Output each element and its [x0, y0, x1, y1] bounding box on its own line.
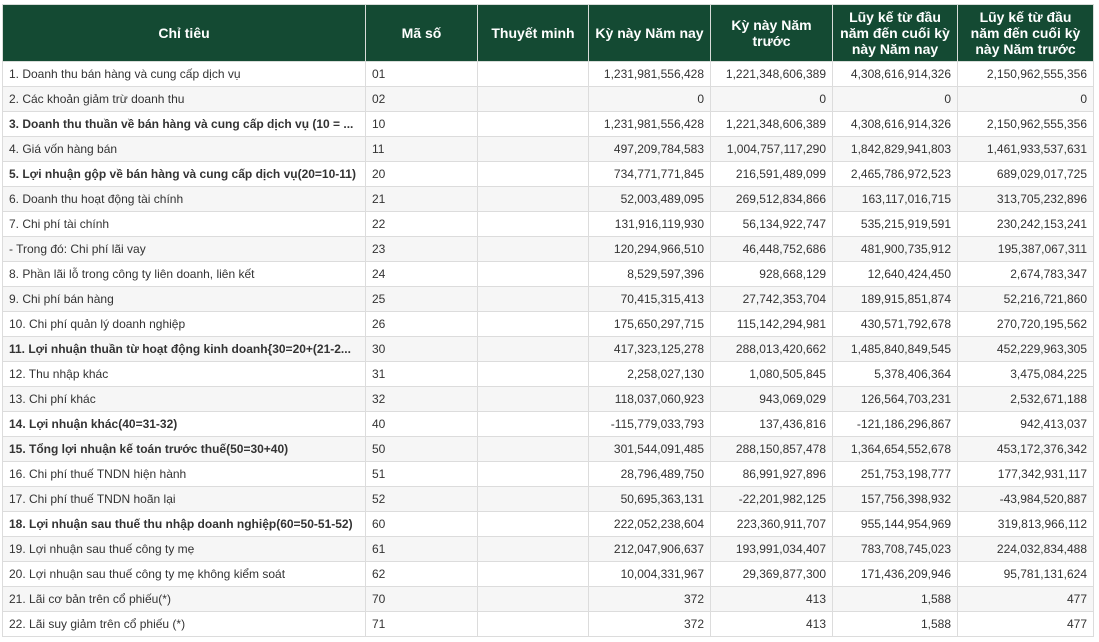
cell-indicator: 7. Chi phí tài chính: [3, 212, 366, 237]
cell-previous-period: 269,512,834,866: [711, 187, 833, 212]
cell-indicator: 9. Chi phí bán hàng: [3, 287, 366, 312]
cell-ytd-previous: 2,674,783,347: [958, 262, 1094, 287]
cell-ytd-previous: 52,216,721,860: [958, 287, 1094, 312]
cell-ytd-previous: 689,029,017,725: [958, 162, 1094, 187]
cell-previous-period: 943,069,029: [711, 387, 833, 412]
cell-code: 26: [366, 312, 478, 337]
cell-code: 50: [366, 437, 478, 462]
cell-ytd-current: 481,900,735,912: [833, 237, 958, 262]
cell-ytd-current: 4,308,616,914,326: [833, 112, 958, 137]
cell-ytd-previous: 942,413,037: [958, 412, 1094, 437]
table-row: [3, 262, 1094, 287]
cell-ytd-previous: 177,342,931,117: [958, 462, 1094, 487]
cell-note: [478, 562, 589, 587]
header-current-period: Kỳ này Năm nay: [589, 5, 711, 62]
cell-ytd-current: 1,842,829,941,803: [833, 137, 958, 162]
cell-ytd-previous: 477: [958, 612, 1094, 637]
cell-ytd-current: 163,117,016,715: [833, 187, 958, 212]
cell-code: 71: [366, 612, 478, 637]
cell-ytd-current: 1,485,840,849,545: [833, 337, 958, 362]
cell-note: [478, 112, 589, 137]
cell-note: [478, 262, 589, 287]
table-row: [3, 62, 1094, 87]
financial-table-container: [2, 4, 1093, 637]
cell-note: [478, 212, 589, 237]
cell-indicator: 13. Chi phí khác: [3, 387, 366, 412]
cell-code: 24: [366, 262, 478, 287]
table-body: [3, 62, 1094, 637]
cell-ytd-previous: 3,475,084,225: [958, 362, 1094, 387]
table-row: [3, 137, 1094, 162]
cell-note: [478, 237, 589, 262]
cell-current-period: 131,916,119,930: [589, 212, 711, 237]
cell-note: [478, 612, 589, 637]
table-row: [3, 87, 1094, 112]
cell-code: 01: [366, 62, 478, 87]
cell-ytd-current: 4,308,616,914,326: [833, 62, 958, 87]
cell-code: 70: [366, 587, 478, 612]
cell-ytd-previous: -43,984,520,887: [958, 487, 1094, 512]
cell-note: [478, 437, 589, 462]
cell-code: 51: [366, 462, 478, 487]
table-row: [3, 462, 1094, 487]
table-row: [3, 487, 1094, 512]
cell-current-period: -115,779,033,793: [589, 412, 711, 437]
cell-code: 60: [366, 512, 478, 537]
cell-indicator: 1. Doanh thu bán hàng và cung cấp dịch vụ: [3, 62, 366, 87]
cell-current-period: 372: [589, 612, 711, 637]
cell-code: 40: [366, 412, 478, 437]
cell-current-period: 1,231,981,556,428: [589, 62, 711, 87]
cell-ytd-previous: 313,705,232,896: [958, 187, 1094, 212]
cell-ytd-previous: 224,032,834,488: [958, 537, 1094, 562]
cell-current-period: 28,796,489,750: [589, 462, 711, 487]
cell-ytd-current: 1,588: [833, 587, 958, 612]
cell-current-period: 50,695,363,131: [589, 487, 711, 512]
cell-code: 02: [366, 87, 478, 112]
cell-ytd-current: 955,144,954,969: [833, 512, 958, 537]
cell-code: 21: [366, 187, 478, 212]
cell-previous-period: 86,991,927,896: [711, 462, 833, 487]
table-row: [3, 287, 1094, 312]
cell-current-period: 212,047,906,637: [589, 537, 711, 562]
cell-note: [478, 62, 589, 87]
cell-indicator: 10. Chi phí quản lý doanh nghiệp: [3, 312, 366, 337]
cell-ytd-current: 189,915,851,874: [833, 287, 958, 312]
cell-current-period: 1,231,981,556,428: [589, 112, 711, 137]
cell-note: [478, 362, 589, 387]
cell-current-period: 372: [589, 587, 711, 612]
cell-indicator: 18. Lợi nhuận sau thuế thu nhập doanh nghiệp(60=50-51-52): [3, 512, 366, 537]
cell-indicator: 17. Chi phí thuế TNDN hoãn lại: [3, 487, 366, 512]
cell-code: 30: [366, 337, 478, 362]
cell-ytd-current: 0: [833, 87, 958, 112]
cell-indicator: 6. Doanh thu hoạt động tài chính: [3, 187, 366, 212]
table-row: [3, 612, 1094, 637]
cell-ytd-current: 1,364,654,552,678: [833, 437, 958, 462]
cell-ytd-previous: 230,242,153,241: [958, 212, 1094, 237]
cell-indicator: 19. Lợi nhuận sau thuế công ty mẹ: [3, 537, 366, 562]
cell-previous-period: 0: [711, 87, 833, 112]
cell-current-period: 120,294,966,510: [589, 237, 711, 262]
cell-previous-period: 1,004,757,117,290: [711, 137, 833, 162]
cell-note: [478, 87, 589, 112]
cell-note: [478, 537, 589, 562]
cell-indicator: 15. Tổng lợi nhuận kế toán trước thuế(50=30+40): [3, 437, 366, 462]
cell-note: [478, 137, 589, 162]
cell-ytd-current: 430,571,792,678: [833, 312, 958, 337]
cell-previous-period: 193,991,034,407: [711, 537, 833, 562]
cell-ytd-current: 157,756,398,932: [833, 487, 958, 512]
header-ytd-current: Lũy kế từ đầu năm đến cuối kỳ này Năm nay: [833, 5, 958, 62]
cell-previous-period: 1,221,348,606,389: [711, 62, 833, 87]
cell-code: 25: [366, 287, 478, 312]
cell-note: [478, 187, 589, 212]
cell-ytd-previous: 2,150,962,555,356: [958, 62, 1094, 87]
table-row: [3, 312, 1094, 337]
table-row: [3, 562, 1094, 587]
header-indicator: Chỉ tiêu: [3, 5, 366, 62]
cell-previous-period: 137,436,816: [711, 412, 833, 437]
cell-note: [478, 412, 589, 437]
table-row: [3, 512, 1094, 537]
cell-ytd-current: 171,436,209,946: [833, 562, 958, 587]
cell-code: 20: [366, 162, 478, 187]
table-row: [3, 587, 1094, 612]
cell-ytd-current: 126,564,703,231: [833, 387, 958, 412]
cell-ytd-current: -121,186,296,867: [833, 412, 958, 437]
cell-ytd-current: 2,465,786,972,523: [833, 162, 958, 187]
cell-indicator: 22. Lãi suy giảm trên cổ phiếu (*): [3, 612, 366, 637]
cell-indicator: 5. Lợi nhuận gộp về bán hàng và cung cấp dịch vụ(20=10-11): [3, 162, 366, 187]
cell-code: 10: [366, 112, 478, 137]
table-row: [3, 237, 1094, 262]
table-row: [3, 337, 1094, 362]
cell-ytd-previous: 95,781,131,624: [958, 562, 1094, 587]
cell-previous-period: 288,013,420,662: [711, 337, 833, 362]
table-row: [3, 112, 1094, 137]
table-row: [3, 362, 1094, 387]
cell-previous-period: 413: [711, 612, 833, 637]
header-row: [3, 5, 1094, 62]
cell-ytd-previous: 452,229,963,305: [958, 337, 1094, 362]
cell-ytd-current: 535,215,919,591: [833, 212, 958, 237]
cell-code: 61: [366, 537, 478, 562]
cell-ytd-current: 783,708,745,023: [833, 537, 958, 562]
header-ytd-previous: Lũy kế từ đầu năm đến cuối kỳ này Năm trước: [958, 5, 1094, 62]
cell-note: [478, 512, 589, 537]
cell-previous-period: -22,201,982,125: [711, 487, 833, 512]
cell-current-period: 497,209,784,583: [589, 137, 711, 162]
cell-note: [478, 337, 589, 362]
cell-current-period: 118,037,060,923: [589, 387, 711, 412]
cell-code: 23: [366, 237, 478, 262]
cell-current-period: 734,771,771,845: [589, 162, 711, 187]
cell-indicator: - Trong đó: Chi phí lãi vay: [3, 237, 366, 262]
cell-current-period: 222,052,238,604: [589, 512, 711, 537]
cell-previous-period: 928,668,129: [711, 262, 833, 287]
cell-ytd-current: 1,588: [833, 612, 958, 637]
cell-ytd-previous: 1,461,933,537,631: [958, 137, 1094, 162]
cell-previous-period: 56,134,922,747: [711, 212, 833, 237]
cell-previous-period: 288,150,857,478: [711, 437, 833, 462]
cell-current-period: 175,650,297,715: [589, 312, 711, 337]
cell-code: 31: [366, 362, 478, 387]
cell-ytd-previous: 0: [958, 87, 1094, 112]
cell-indicator: 2. Các khoản giảm trừ doanh thu: [3, 87, 366, 112]
cell-indicator: 3. Doanh thu thuần về bán hàng và cung cấp dịch vụ (10 = ...: [3, 112, 366, 137]
table-row: [3, 537, 1094, 562]
cell-previous-period: 29,369,877,300: [711, 562, 833, 587]
cell-ytd-previous: 2,150,962,555,356: [958, 112, 1094, 137]
header-code: Mã số: [366, 5, 478, 62]
cell-current-period: 0: [589, 87, 711, 112]
cell-ytd-previous: 453,172,376,342: [958, 437, 1094, 462]
cell-indicator: 14. Lợi nhuận khác(40=31-32): [3, 412, 366, 437]
cell-previous-period: 216,591,489,099: [711, 162, 833, 187]
cell-current-period: 301,544,091,485: [589, 437, 711, 462]
cell-previous-period: 46,448,752,686: [711, 237, 833, 262]
cell-current-period: 10,004,331,967: [589, 562, 711, 587]
cell-previous-period: 115,142,294,981: [711, 312, 833, 337]
cell-ytd-current: 5,378,406,364: [833, 362, 958, 387]
cell-code: 11: [366, 137, 478, 162]
header-previous-period: Kỳ này Năm trước: [711, 5, 833, 62]
cell-code: 22: [366, 212, 478, 237]
cell-note: [478, 387, 589, 412]
cell-indicator: 8. Phần lãi lỗ trong công ty liên doanh, liên kết: [3, 262, 366, 287]
cell-ytd-current: 12,640,424,450: [833, 262, 958, 287]
cell-current-period: 2,258,027,130: [589, 362, 711, 387]
cell-current-period: 70,415,315,413: [589, 287, 711, 312]
cell-note: [478, 587, 589, 612]
cell-ytd-previous: 2,532,671,188: [958, 387, 1094, 412]
cell-code: 62: [366, 562, 478, 587]
cell-note: [478, 312, 589, 337]
cell-indicator: 16. Chi phí thuế TNDN hiện hành: [3, 462, 366, 487]
cell-ytd-current: 251,753,198,777: [833, 462, 958, 487]
table-row: [3, 162, 1094, 187]
header-note: Thuyết minh: [478, 5, 589, 62]
cell-note: [478, 162, 589, 187]
cell-ytd-previous: 477: [958, 587, 1094, 612]
cell-current-period: 417,323,125,278: [589, 337, 711, 362]
cell-previous-period: 1,080,505,845: [711, 362, 833, 387]
cell-previous-period: 1,221,348,606,389: [711, 112, 833, 137]
table-row: [3, 437, 1094, 462]
table-row: [3, 412, 1094, 437]
cell-previous-period: 413: [711, 587, 833, 612]
cell-ytd-previous: 270,720,195,562: [958, 312, 1094, 337]
cell-indicator: 11. Lợi nhuận thuần từ hoạt động kinh doanh{30=20+(21-2...: [3, 337, 366, 362]
cell-ytd-previous: 195,387,067,311: [958, 237, 1094, 262]
cell-previous-period: 223,360,911,707: [711, 512, 833, 537]
table-row: [3, 387, 1094, 412]
cell-indicator: 4. Giá vốn hàng bán: [3, 137, 366, 162]
cell-code: 52: [366, 487, 478, 512]
table-row: [3, 212, 1094, 237]
cell-note: [478, 462, 589, 487]
cell-note: [478, 487, 589, 512]
cell-current-period: 8,529,597,396: [589, 262, 711, 287]
cell-code: 32: [366, 387, 478, 412]
cell-note: [478, 287, 589, 312]
income-statement-table: [2, 4, 1094, 637]
cell-ytd-previous: 319,813,966,112: [958, 512, 1094, 537]
cell-indicator: 20. Lợi nhuận sau thuế công ty mẹ không kiểm soát: [3, 562, 366, 587]
cell-indicator: 12. Thu nhập khác: [3, 362, 366, 387]
cell-indicator: 21. Lãi cơ bản trên cổ phiếu(*): [3, 587, 366, 612]
cell-current-period: 52,003,489,095: [589, 187, 711, 212]
table-row: [3, 187, 1094, 212]
cell-previous-period: 27,742,353,704: [711, 287, 833, 312]
table-header: [3, 5, 1094, 62]
